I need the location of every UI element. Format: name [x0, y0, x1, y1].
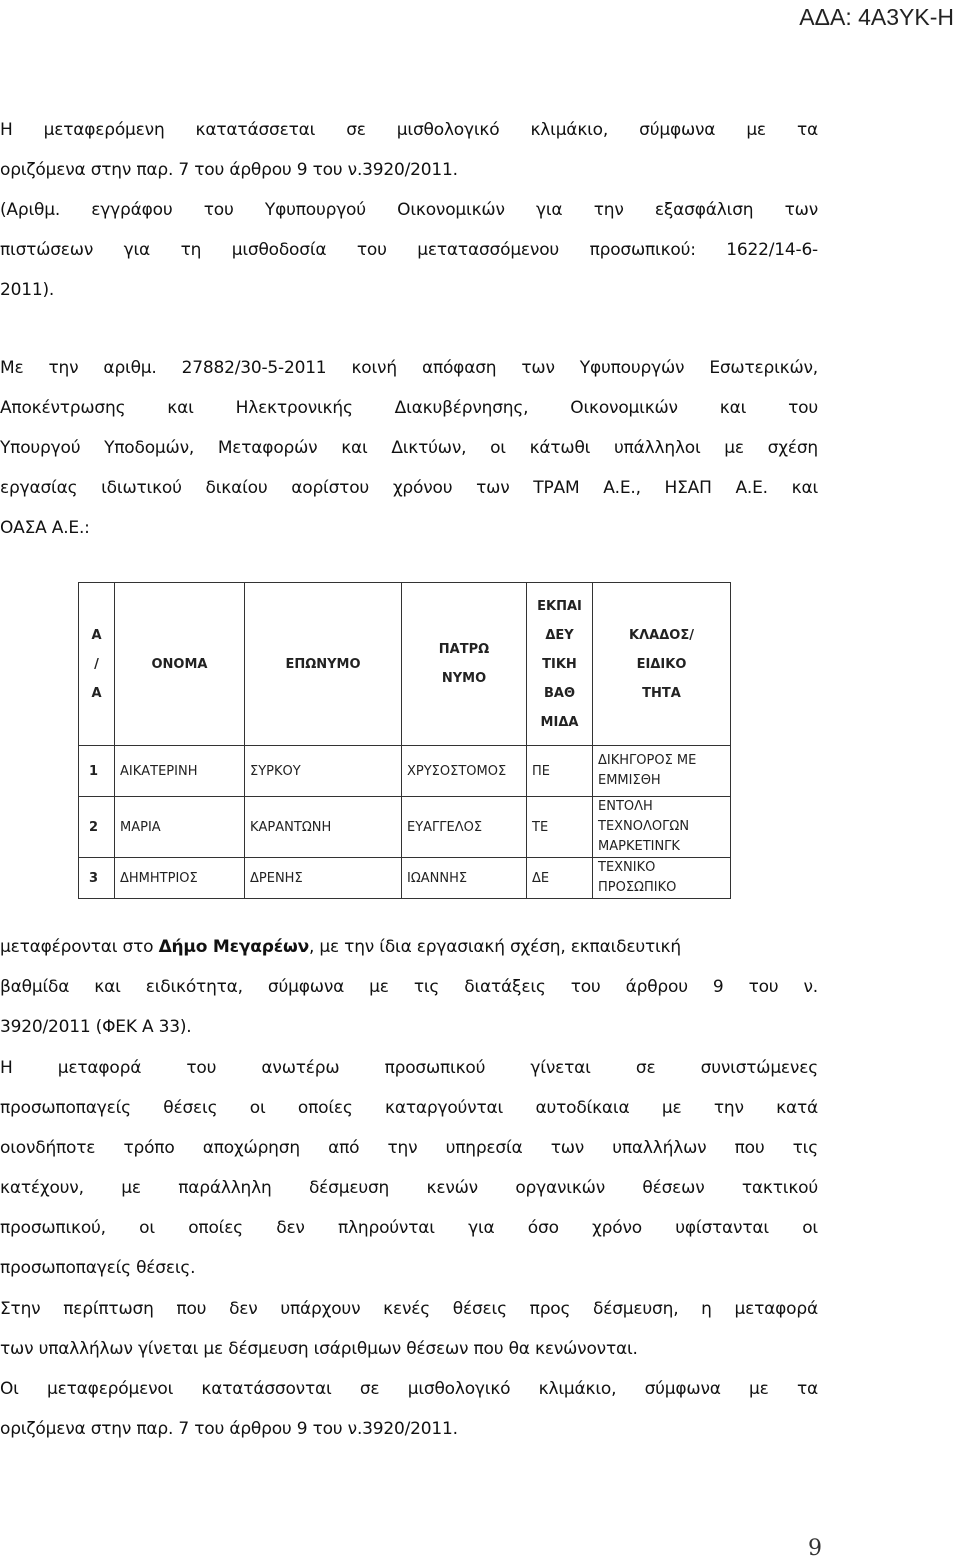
paragraph-transfer: [0, 927, 818, 1047]
text-line: Η μεταφερόμενη κατατάσσεται σε μισθολογικό κλιμάκιο, σύμφωνα με τα: [0, 120, 818, 140]
paragraph-positions: [0, 1048, 818, 1288]
cell-education: ΠΕ: [527, 746, 593, 797]
text-line: Οι μεταφερόμενοι κατατάσσονται σε μισθολογικό κλιμάκιο, σύμφωνα με τα: [0, 1379, 818, 1399]
text-line: προσωποπαγείς θέσεις.: [0, 1258, 196, 1278]
text-line: Υπουργού Υποδομών, Μεταφορών και Δικτύων, οι κάτωθι υπάλληλοι με σχέση: [0, 438, 818, 458]
header-education-level: ΕΚΠΑΙ ΔΕΥ ΤΙΚΗ ΒΑΘ ΜΙΔΑ: [527, 583, 593, 746]
cell-name: ΔΗΜΗΤΡΙΟΣ: [115, 858, 245, 899]
text-line: οριζόμενα στην παρ. 7 του άρθρου 9 του ν.3920/2011.: [0, 160, 458, 180]
table-row: [79, 858, 731, 899]
text-line: Αποκέντρωσης και Ηλεκτρονικής Διακυβέρνησης, Οικονομικών και του: [0, 398, 818, 418]
text-line: (Αριθμ. εγγράφου του Υφυπουργού Οικονομικών για την εξασφάλιση των: [0, 200, 818, 220]
table-row: [79, 797, 731, 858]
text-line: των υπαλλήλων γίνεται με δέσμευση ισάριθμων θέσεων που θα κενώνονται.: [0, 1339, 638, 1359]
text-line: Η μεταφορά του ανωτέρω προσωπικού γίνεται σε συνιστώμενες: [0, 1058, 818, 1078]
text-line: προσωπικού, οι οποίες δεν πληρούνται για όσο χρόνο υφίστανται οι: [0, 1218, 818, 1238]
cell-specialty: ΤΕΧΝΙΚΟ ΠΡΟΣΩΠΙΚΟ: [593, 858, 731, 899]
table-row: [79, 746, 731, 797]
employees-table: [78, 582, 731, 899]
text-segment: μεταφέρονται στο: [0, 937, 159, 957]
text-line: βαθμίδα και ειδικότητα, σύμφωνα με τις διατάξεις του άρθρου 9 του ν.: [0, 977, 818, 997]
text-line: ΟΑΣΑ Α.Ε.:: [0, 518, 90, 538]
text-segment: , με την ίδια εργασιακή σχέση, εκπαιδευτική: [308, 937, 681, 957]
cell-name: ΑΙΚΑΤΕΡΙΝΗ: [115, 746, 245, 797]
header-father-name: ΠΑΤΡΩ ΝΥΜΟ: [402, 583, 527, 746]
ada-code: ΑΔΑ: 4Α3ΥΚ-Η: [799, 4, 954, 30]
text-line: Με την αριθμ. 27882/30-5-2011 κοινή απόφαση των Υφυπουργών Εσωτερικών,: [0, 358, 818, 378]
header-surname: ΕΠΩΝΥΜΟ: [245, 583, 402, 746]
cell-father-name: ΕΥΑΓΓΕΛΟΣ: [402, 797, 527, 858]
text-line: πιστώσεων για τη μισθοδοσία του μετατασσόμενου προσωπικού: 1622/14-6-: [0, 240, 818, 260]
text-line: 3920/2011 (ΦΕΚ Α 33).: [0, 1017, 192, 1037]
paragraph-classification: [0, 1369, 818, 1449]
header-aa: Α / Α: [79, 583, 115, 746]
cell-aa: 1: [79, 746, 115, 797]
text-line: [0, 927, 818, 967]
cell-specialty: ΔΙΚΗΓΟΡΟΣ ΜΕ ΕΜΜΙΣΘΗ: [593, 746, 731, 797]
text-line: οριζόμενα στην παρ. 7 του άρθρου 9 του ν.3920/2011.: [0, 1419, 458, 1439]
table-header-row: [79, 583, 731, 746]
cell-aa: 3: [79, 858, 115, 899]
cell-education: ΔΕ: [527, 858, 593, 899]
cell-education: ΤΕ: [527, 797, 593, 858]
text-line: κατέχουν, με παράλληλη δέσμευση κενών οργανικών θέσεων τακτικού: [0, 1178, 818, 1198]
municipality-name: Δήμο Μεγαρέων: [158, 937, 309, 957]
cell-surname: ΔΡΕΝΗΣ: [245, 858, 402, 899]
cell-surname: ΚΑΡΑΝΤΩΝΗ: [245, 797, 402, 858]
page-number: 9: [808, 1536, 822, 1561]
text-line: Στην περίπτωση που δεν υπάρχουν κενές θέσεις προς δέσμευση, η μεταφορά: [0, 1299, 818, 1319]
paragraph-funding-ref: [0, 190, 818, 310]
cell-father-name: ΧΡΥΣΟΣΤΟΜΟΣ: [402, 746, 527, 797]
text-line: 2011).: [0, 280, 55, 300]
cell-surname: ΣΥΡΚΟΥ: [245, 746, 402, 797]
paragraph-no-vacancies: [0, 1289, 818, 1369]
text-line: προσωποπαγείς θέσεις οι οποίες καταργούνται αυτοδίκαια με την κατά: [0, 1098, 818, 1118]
cell-father-name: ΙΩΑΝΝΗΣ: [402, 858, 527, 899]
paragraph-placement: [0, 110, 818, 190]
text-line: εργασίας ιδιωτικού δικαίου αορίστου χρόνου των ΤΡΑΜ Α.Ε., ΗΣΑΠ Α.Ε. και: [0, 478, 818, 498]
cell-name: ΜΑΡΙΑ: [115, 797, 245, 858]
header-specialty: ΚΛΑΔΟΣ/ ΕΙΔΙΚΟ ΤΗΤΑ: [593, 583, 731, 746]
paragraph-decision: [0, 348, 818, 548]
cell-specialty: ΕΝΤΟΛΗ ΤΕΧΝΟΛΟΓΩΝ ΜΑΡΚΕΤΙΝΓΚ: [593, 797, 731, 858]
text-line: οιονδήποτε τρόπο αποχώρηση από την υπηρεσία των υπαλλήλων που τις: [0, 1138, 818, 1158]
header-name: ΟΝΟΜΑ: [115, 583, 245, 746]
cell-aa: 2: [79, 797, 115, 858]
